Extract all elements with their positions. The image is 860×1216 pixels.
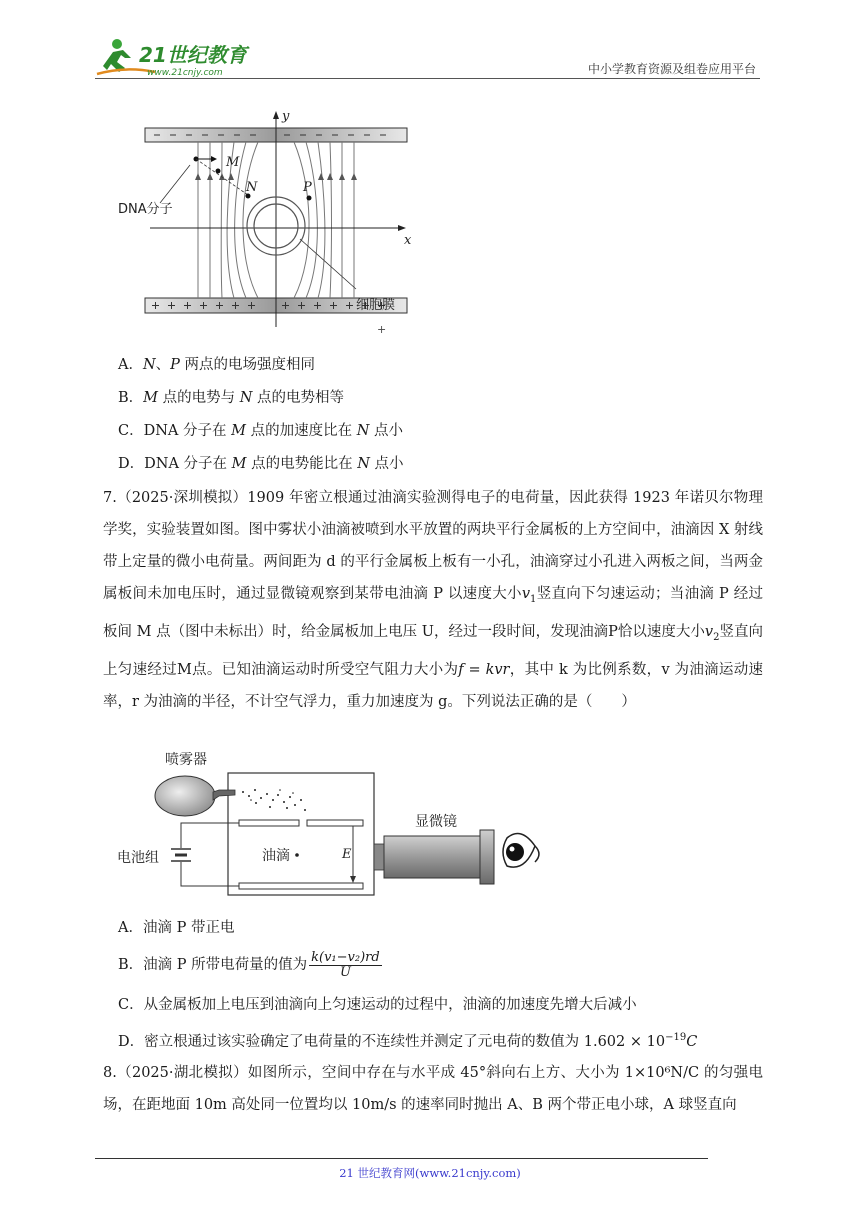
charge-fraction: $\frac{\text{k(v₁−v₂)rd}}{U}$	[311, 949, 380, 980]
footer-divider	[95, 1158, 708, 1159]
field-label: E	[342, 847, 352, 862]
q8-stem: 8.（2025·湖北模拟）如图所示，空间中存在与水平成 45°斜向右上方、大小为 1×10⁶N/C 的匀强电场，在距地面 10m 高处同一位置均以 10m/s 的速率同时抛出 A、B 两个带正电小球，A 球竖直向	[103, 1065, 763, 1113]
q6-option-d: D．DNA 分子在 M 点的电势能比在 N 点小	[118, 456, 404, 472]
header-divider	[95, 78, 760, 79]
eye-icon	[503, 834, 539, 868]
point-m-label: M	[226, 155, 240, 170]
q6-option-a: A．N、P 两点的电场强度相同	[118, 357, 316, 373]
droplet-label: 油滴	[262, 848, 290, 864]
q6-option-c: C．DNA 分子在 M 点的加速度比在 N 点小	[118, 423, 403, 439]
q7-option-d: D．密立根通过该实验确定了电荷量的不连续性并测定了元电荷的数值为 $1.602 \times 10^{-19}C$	[118, 1032, 698, 1050]
point-p-dot	[307, 196, 312, 201]
sprayer-bulb	[155, 776, 215, 816]
upper-plate-right	[307, 820, 363, 826]
upper-plate-left	[239, 820, 299, 826]
q7-option-b: B．油滴 P 所带电荷量的值为 $\frac{\text{k(v₁−v₂)rd}}{U}$	[118, 949, 380, 980]
header-platform-name: 中小学教育资源及组卷应用平台	[587, 62, 756, 76]
q7-option-c: C．从金属板加上电压到油滴向上匀速运动的过程中，油滴的加速度先增大后减小	[118, 997, 637, 1013]
q7-option-a: A．油滴 P 带正电	[118, 920, 235, 936]
q6-option-b: B．M 点的电势与 N 点的电势相等	[118, 390, 345, 406]
site-logo	[95, 36, 265, 80]
dna-field-figure	[110, 105, 430, 340]
logo-text: 21世纪教育	[139, 43, 247, 67]
point-p-label: P	[303, 180, 312, 195]
point-m-dot	[216, 169, 221, 174]
point-n-label: N	[246, 180, 258, 195]
logo-url: www.21cnjy.com	[147, 68, 223, 78]
battery-label: 电池组	[117, 850, 159, 866]
millikan-apparatus-figure	[115, 750, 555, 900]
footer-link[interactable]: 21 世纪教育网(www.21cnjy.com)	[339, 1166, 521, 1180]
plus-mark: +	[377, 323, 387, 336]
lower-plate	[239, 883, 363, 889]
q7-stem: 7.（2025·深圳模拟）1909 年密立根通过油滴实验测得电子的电荷量，因此获得 1923 年诺贝尔物理学奖，实验装置如图。图中雾状小油滴被喷到水平放置的两块平行金属板的上方空间中，油滴因 X 射线带上定量的微小电荷量。两间距为 d 的平行金属板上板有一小孔，油滴穿过小孔进入两板之间，当两金属板间未加电压时，通过显微镜观察到某带电油滴 P 以速度大小$v_1$竖直向下匀速运动；当油滴 P 经过板间 M 点（图中未标出）时，给金属板加上电压 U，经过一段时间，发现油滴P恰以速度大小$v_2$竖直向上匀速经过M点。已知油滴运动时所受空气阻力大小为f = kvr，其中 k 为比例系数，v 为油滴运动速率，r 为油滴的半径，不计空气浮力，重力加速度为 g。下列说法正确的是（ ）	[103, 490, 764, 710]
sprayer-label: 喷雾器	[165, 752, 207, 768]
dna-label: DNA分子	[118, 202, 173, 217]
microscope-tube	[384, 836, 480, 878]
axis-x-label: x	[404, 233, 412, 248]
cell-membrane-label: 细胞膜	[356, 298, 396, 313]
oil-droplets	[242, 789, 306, 811]
axis-y-label: y	[282, 109, 290, 124]
microscope-label: 显微镜	[415, 814, 457, 830]
